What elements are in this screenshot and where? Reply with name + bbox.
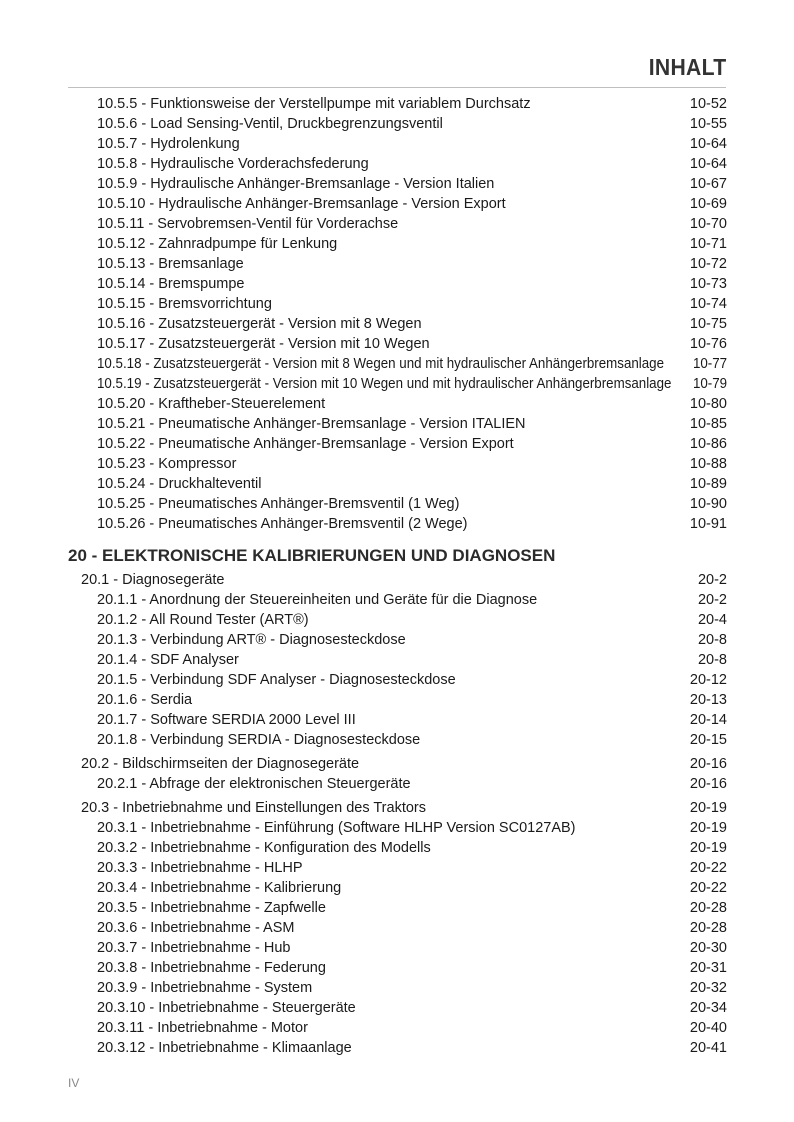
toc-entry-title: 10.5.8 - Hydraulische Vorderachsfederung xyxy=(97,156,369,172)
toc-entry-title: 10.5.7 - Hydrolenkung xyxy=(97,136,240,152)
toc-entry-title: 20.3.2 - Inbetriebnahme - Konfiguration des Modells xyxy=(97,840,431,856)
toc-entry xyxy=(97,414,727,434)
toc-entry xyxy=(97,958,727,978)
toc-entry-page: 20-16 xyxy=(689,776,727,792)
toc-entry-title: 20.1.8 - Verbindung SERDIA - Diagnosesteckdose xyxy=(97,732,421,748)
section-20-entries xyxy=(0,570,794,1058)
toc-entry-page: 10-90 xyxy=(689,496,727,512)
toc-entry-title: 10.5.17 - Zusatzsteuergerät - Version mit 10 Wegen xyxy=(97,336,430,352)
toc-entry-page: 10-74 xyxy=(689,296,727,312)
toc-entry-title: 20.3.7 - Inbetriebnahme - Hub xyxy=(97,940,291,956)
toc-entry xyxy=(97,354,727,374)
toc-entry-title: 20.1.5 - Verbindung SDF Analyser - Diagnosesteckdose xyxy=(97,672,456,688)
toc-group-entry xyxy=(81,798,727,818)
toc-entry xyxy=(97,1018,727,1038)
toc-entry xyxy=(97,154,727,174)
table-of-contents xyxy=(0,94,794,1058)
toc-entry xyxy=(97,514,727,534)
toc-entry-page: 10-77 xyxy=(692,356,727,372)
toc-entry-title: 20.3.10 - Inbetriebnahme - Steuergeräte xyxy=(97,1000,356,1016)
toc-entry-page: 20-14 xyxy=(689,712,727,728)
toc-entry-title: 10.5.19 - Zusatzsteuergerät - Version mit 10 Wegen und mit hydraulischer Anhängerbremsanlage xyxy=(97,376,672,392)
toc-entry-title: 10.5.20 - Kraftheber-Steuerelement xyxy=(97,396,326,412)
toc-entry-title: 20.3.1 - Inbetriebnahme - Einführung (Software HLHP Version SC0127AB) xyxy=(97,820,576,836)
toc-entry-page: 20-41 xyxy=(689,1040,727,1056)
toc-entry-page: 10-64 xyxy=(689,136,727,152)
toc-entry-title: 10.5.22 - Pneumatische Anhänger-Bremsanlage - Version Export xyxy=(97,436,514,452)
toc-entry-page: 10-73 xyxy=(689,276,727,292)
toc-entry-page: 20-28 xyxy=(689,920,727,936)
toc-entry xyxy=(97,474,727,494)
toc-entry-title: 20.3.6 - Inbetriebnahme - ASM xyxy=(97,920,295,936)
toc-entry-page: 10-67 xyxy=(689,176,727,192)
footer-page-number: IV xyxy=(68,1076,80,1090)
toc-entry-title: 20.1.3 - Verbindung ART® - Diagnosesteckdose xyxy=(97,632,406,648)
toc-entry-title: 20.3.12 - Inbetriebnahme - Klimaanlage xyxy=(97,1040,352,1056)
toc-entry xyxy=(97,610,727,630)
toc-entry xyxy=(97,590,727,610)
toc-entry-page: 20-28 xyxy=(689,900,727,916)
toc-entry xyxy=(97,454,727,474)
toc-group-entry xyxy=(81,570,727,590)
toc-entry xyxy=(97,174,727,194)
toc-entry-title: 10.5.25 - Pneumatisches Anhänger-Bremsventil (1 Weg) xyxy=(97,496,460,512)
toc-entry-title: 10.5.12 - Zahnradpumpe für Lenkung xyxy=(97,236,338,252)
toc-entry-title: 20.1.7 - Software SERDIA 2000 Level III xyxy=(97,712,356,728)
toc-entry xyxy=(97,818,727,838)
toc-entry-page: 10-88 xyxy=(689,456,727,472)
toc-entry-title: 20.1.2 - All Round Tester (ART®) xyxy=(97,612,309,628)
toc-entry-page: 20-30 xyxy=(689,940,727,956)
toc-entry xyxy=(97,114,727,134)
toc-entry-title: 10.5.16 - Zusatzsteuergerät - Version mit 8 Wegen xyxy=(97,316,422,332)
toc-entry xyxy=(97,254,727,274)
toc-entry-page: 20-22 xyxy=(689,880,727,896)
toc-entry xyxy=(97,434,727,454)
toc-entry xyxy=(97,1038,727,1058)
toc-entry-page: 10-89 xyxy=(689,476,727,492)
toc-entry xyxy=(97,898,727,918)
toc-entry-page: 10-69 xyxy=(689,196,727,212)
toc-entry-page: 20-22 xyxy=(689,860,727,876)
toc-entry-title: 10.5.10 - Hydraulische Anhänger-Bremsanlage - Version Export xyxy=(97,196,506,212)
toc-entry-page: 20-19 xyxy=(689,820,727,836)
toc-entry-page: 10-80 xyxy=(689,396,727,412)
toc-entry-title: 10.5.14 - Bremspumpe xyxy=(97,276,245,292)
toc-entry xyxy=(97,774,727,794)
section-heading-20: 20 - ELEKTRONISCHE KALIBRIERUNGEN UND DIAGNOSEN xyxy=(68,546,556,565)
toc-entry-page: 10-86 xyxy=(689,436,727,452)
toc-entry-page: 20-31 xyxy=(689,960,727,976)
toc-entry-page: 10-55 xyxy=(689,116,727,132)
toc-entry-page: 20-32 xyxy=(689,980,727,996)
toc-entry-page: 10-91 xyxy=(689,516,727,532)
toc-entry xyxy=(97,294,727,314)
toc-entry xyxy=(97,998,727,1018)
toc-entry-page: 20-16 xyxy=(689,756,727,772)
toc-entry xyxy=(97,838,727,858)
toc-entry xyxy=(97,858,727,878)
toc-entry-title: 10.5.11 - Servobremsen-Ventil für Vorderachse xyxy=(97,216,399,232)
toc-entry-page: 20-40 xyxy=(689,1020,727,1036)
toc-entry-page: 10-72 xyxy=(689,256,727,272)
toc-entry-title: 10.5.9 - Hydraulische Anhänger-Bremsanlage - Version Italien xyxy=(97,176,495,192)
toc-entry-page: 20-34 xyxy=(689,1000,727,1016)
toc-entry-title: 20.1.6 - Serdia xyxy=(97,692,193,708)
toc-entry-title: 20.2.1 - Abfrage der elektronischen Steuergeräte xyxy=(97,776,411,792)
toc-entry xyxy=(97,394,727,414)
toc-entry-title: 20.3.8 - Inbetriebnahme - Federung xyxy=(97,960,326,976)
toc-entry-page: 20-19 xyxy=(689,800,727,816)
toc-group-entry xyxy=(81,754,727,774)
toc-entry xyxy=(97,94,727,114)
toc-entry-page: 10-71 xyxy=(689,236,727,252)
toc-entry-title: 20.1.1 - Anordnung der Steuereinheiten und Geräte für die Diagnose xyxy=(97,592,538,608)
toc-entry-page: 20-8 xyxy=(697,652,727,668)
toc-entry xyxy=(97,374,727,394)
toc-entry xyxy=(97,730,727,750)
toc-entry-page: 10-85 xyxy=(689,416,727,432)
toc-entry-page: 20-13 xyxy=(689,692,727,708)
toc-entry-title: 20.1 - Diagnosegeräte xyxy=(81,572,225,588)
toc-entry-page: 10-79 xyxy=(692,376,727,392)
toc-entry-title: 20.3.9 - Inbetriebnahme - System xyxy=(97,980,313,996)
toc-entry-page: 10-70 xyxy=(689,216,727,232)
toc-entry-title: 10.5.21 - Pneumatische Anhänger-Bremsanlage - Version ITALIEN xyxy=(97,416,526,432)
toc-entry-page: 20-8 xyxy=(697,632,727,648)
toc-entry xyxy=(97,710,727,730)
toc-entry-page: 10-76 xyxy=(689,336,727,352)
header-divider xyxy=(68,87,726,88)
toc-entry-title: 10.5.13 - Bremsanlage xyxy=(97,256,244,272)
toc-entry xyxy=(97,650,727,670)
toc-entry xyxy=(97,134,727,154)
toc-entry xyxy=(97,334,727,354)
toc-entry xyxy=(97,670,727,690)
toc-entry xyxy=(97,978,727,998)
toc-entry-title: 20.3.3 - Inbetriebnahme - HLHP xyxy=(97,860,303,876)
toc-entry-page: 20-2 xyxy=(697,572,727,588)
toc-entry xyxy=(97,630,727,650)
toc-entry xyxy=(97,214,727,234)
toc-entry-page: 20-19 xyxy=(689,840,727,856)
toc-entry-page: 10-64 xyxy=(689,156,727,172)
toc-entry xyxy=(97,274,727,294)
toc-entry-page: 20-15 xyxy=(689,732,727,748)
toc-entry-page: 20-2 xyxy=(697,592,727,608)
toc-entry xyxy=(97,878,727,898)
toc-entry-title: 10.5.5 - Funktionsweise der Verstellpumpe mit variablem Durchsatz xyxy=(97,96,531,112)
toc-entry-title: 20.3 - Inbetriebnahme und Einstellungen des Traktors xyxy=(81,800,426,816)
toc-entry xyxy=(97,234,727,254)
toc-entry-title: 10.5.24 - Druckhalteventil xyxy=(97,476,262,492)
toc-entry-page: 20-12 xyxy=(689,672,727,688)
toc-entry xyxy=(97,938,727,958)
toc-entry xyxy=(97,690,727,710)
page-header-title: INHALT xyxy=(648,54,726,80)
toc-entry-page: 10-52 xyxy=(689,96,727,112)
toc-entry xyxy=(97,314,727,334)
toc-entry-title: 10.5.6 - Load Sensing-Ventil, Druckbegrenzungsventil xyxy=(97,116,443,132)
toc-entry-title: 20.2 - Bildschirmseiten der Diagnosegeräte xyxy=(81,756,360,772)
toc-entry-title: 10.5.23 - Kompressor xyxy=(97,456,237,472)
toc-entry xyxy=(97,494,727,514)
toc-entry xyxy=(97,194,727,214)
toc-entry-title: 20.3.4 - Inbetriebnahme - Kalibrierung xyxy=(97,880,342,896)
toc-entry-title: 10.5.15 - Bremsvorrichtung xyxy=(97,296,272,312)
section-10-entries xyxy=(0,94,794,534)
toc-entry-page: 20-4 xyxy=(697,612,727,628)
toc-entry-page: 10-75 xyxy=(689,316,727,332)
toc-entry-title: 10.5.18 - Zusatzsteuergerät - Version mit 8 Wegen und mit hydraulischer Anhängerbremsanlage xyxy=(97,356,665,372)
toc-entry-title: 20.3.5 - Inbetriebnahme - Zapfwelle xyxy=(97,900,326,916)
toc-entry xyxy=(97,918,727,938)
toc-entry-title: 10.5.26 - Pneumatisches Anhänger-Bremsventil (2 Wege) xyxy=(97,516,468,532)
toc-entry-title: 20.1.4 - SDF Analyser xyxy=(97,652,239,668)
toc-entry-title: 20.3.11 - Inbetriebnahme - Motor xyxy=(97,1020,308,1036)
